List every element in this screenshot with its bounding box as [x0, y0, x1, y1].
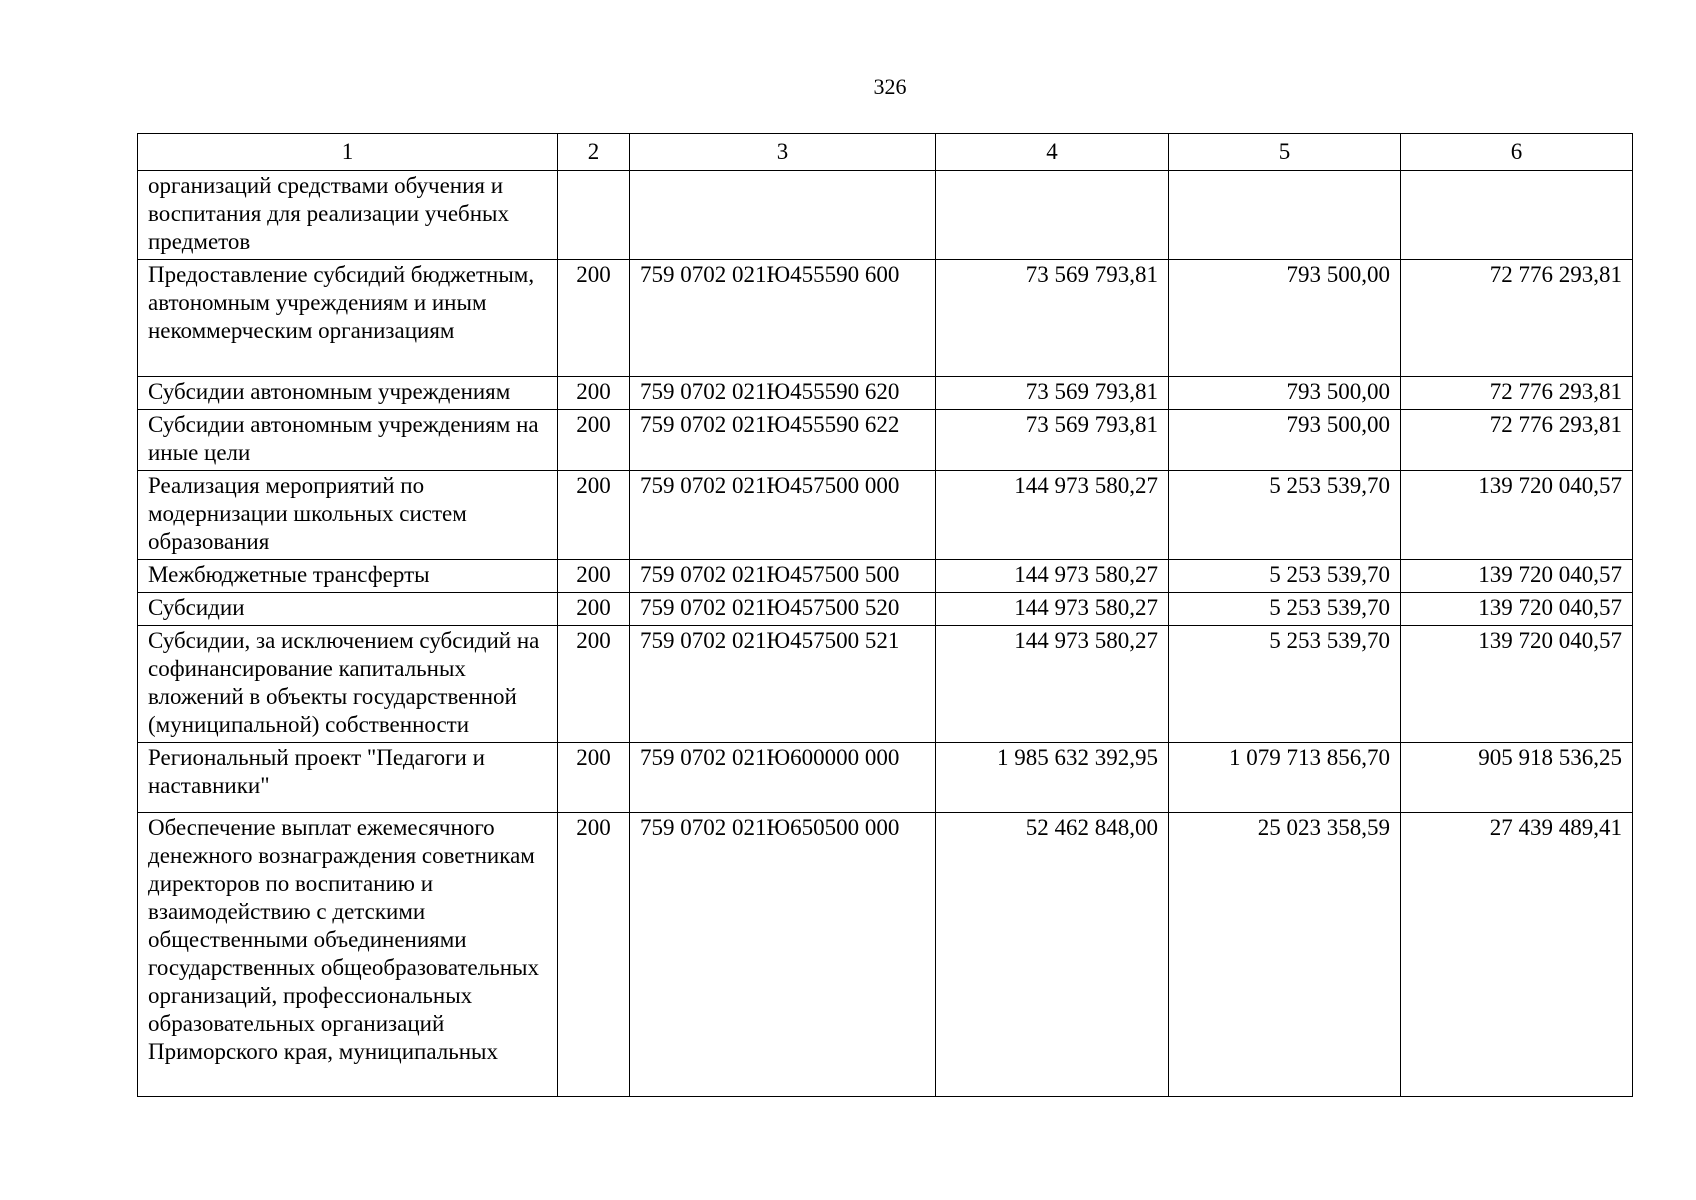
row-grbs: 200 — [558, 260, 630, 377]
row-value-5: 5 253 539,70 — [1169, 560, 1401, 593]
row-code: 759 0702 021Ю457500 520 — [630, 593, 936, 626]
row-value-6: 72 776 293,81 — [1401, 377, 1633, 410]
row-code — [630, 171, 936, 260]
page-number: 326 — [873, 74, 907, 99]
row-value-6: 139 720 040,57 — [1401, 626, 1633, 743]
row-grbs: 200 — [558, 560, 630, 593]
row-value-4: 144 973 580,27 — [936, 593, 1169, 626]
row-grbs: 200 — [558, 471, 630, 560]
row-value-5: 5 253 539,70 — [1169, 593, 1401, 626]
row-value-5: 5 253 539,70 — [1169, 471, 1401, 560]
row-grbs: 200 — [558, 813, 630, 1097]
row-value-5: 793 500,00 — [1169, 410, 1401, 471]
row-value-6: 72 776 293,81 — [1401, 260, 1633, 377]
row-value-6: 139 720 040,57 — [1401, 593, 1633, 626]
row-value-4 — [936, 171, 1169, 260]
row-value-6: 905 918 536,25 — [1401, 743, 1633, 813]
row-grbs: 200 — [558, 377, 630, 410]
row-name: Региональный проект "Педагоги и наставники" — [138, 743, 558, 813]
row-grbs — [558, 171, 630, 260]
column-header-1: 1 — [138, 134, 558, 171]
row-value-4: 144 973 580,27 — [936, 626, 1169, 743]
row-code: 759 0702 021Ю457500 000 — [630, 471, 936, 560]
row-grbs: 200 — [558, 593, 630, 626]
column-header-3: 3 — [630, 134, 936, 171]
row-value-5: 5 253 539,70 — [1169, 626, 1401, 743]
row-value-5: 793 500,00 — [1169, 260, 1401, 377]
table-row — [138, 410, 1633, 471]
row-value-4: 73 569 793,81 — [936, 377, 1169, 410]
row-value-4: 1 985 632 392,95 — [936, 743, 1169, 813]
row-name: Предоставление субсидий бюджетным, автономным учреждениям и иным некоммерческим организациям — [138, 260, 558, 377]
row-name: организаций средствами обучения и воспитания для реализации учебных предметов — [138, 171, 558, 260]
row-name: Межбюджетные трансферты — [138, 560, 558, 593]
row-code: 759 0702 021Ю600000 000 — [630, 743, 936, 813]
row-name: Реализация мероприятий по модернизации школьных систем образования — [138, 471, 558, 560]
row-value-5: 25 023 358,59 — [1169, 813, 1401, 1097]
row-code: 759 0702 021Ю457500 521 — [630, 626, 936, 743]
row-value-5 — [1169, 171, 1401, 260]
table-row — [138, 743, 1633, 813]
row-code: 759 0702 021Ю455590 620 — [630, 377, 936, 410]
row-value-4: 73 569 793,81 — [936, 260, 1169, 377]
row-value-5: 793 500,00 — [1169, 377, 1401, 410]
column-header-2: 2 — [558, 134, 630, 171]
row-value-6: 139 720 040,57 — [1401, 560, 1633, 593]
table-row — [138, 377, 1633, 410]
column-header-5: 5 — [1169, 134, 1401, 171]
row-value-4: 52 462 848,00 — [936, 813, 1169, 1097]
row-name: Субсидии — [138, 593, 558, 626]
row-grbs: 200 — [558, 410, 630, 471]
row-name: Обеспечение выплат ежемесячного денежного вознаграждения советникам директоров по воспитанию и взаимодействию с детскими общественными объединениями государственных общеобразовательных организаций, профессиональных образовательных организаций Приморского края, муниципальных — [138, 813, 558, 1097]
row-code: 759 0702 021Ю457500 500 — [630, 560, 936, 593]
table-header — [138, 134, 1633, 171]
row-code: 759 0702 021Ю455590 600 — [630, 260, 936, 377]
row-name: Субсидии автономным учреждениям — [138, 377, 558, 410]
header-row — [138, 134, 1633, 171]
table-row — [138, 626, 1633, 743]
table-row — [138, 260, 1633, 377]
row-value-6: 27 439 489,41 — [1401, 813, 1633, 1097]
row-value-6 — [1401, 171, 1633, 260]
row-name: Субсидии, за исключением субсидий на софинансирование капитальных вложений в объекты государственной (муниципальной) собственности — [138, 626, 558, 743]
table-row — [138, 471, 1633, 560]
row-value-5: 1 079 713 856,70 — [1169, 743, 1401, 813]
row-name: Субсидии автономным учреждениям на иные цели — [138, 410, 558, 471]
row-value-4: 144 973 580,27 — [936, 560, 1169, 593]
table-row — [138, 593, 1633, 626]
table-row — [138, 560, 1633, 593]
row-grbs: 200 — [558, 743, 630, 813]
table-row — [138, 813, 1633, 1097]
row-code: 759 0702 021Ю650500 000 — [630, 813, 936, 1097]
table-body — [138, 171, 1633, 1097]
column-header-4: 4 — [936, 134, 1169, 171]
row-value-6: 72 776 293,81 — [1401, 410, 1633, 471]
row-value-4: 73 569 793,81 — [936, 410, 1169, 471]
column-header-6: 6 — [1401, 134, 1633, 171]
row-code: 759 0702 021Ю455590 622 — [630, 410, 936, 471]
budget-table — [137, 133, 1633, 1097]
row-grbs: 200 — [558, 626, 630, 743]
row-value-6: 139 720 040,57 — [1401, 471, 1633, 560]
row-value-4: 144 973 580,27 — [936, 471, 1169, 560]
table-row — [138, 171, 1633, 260]
